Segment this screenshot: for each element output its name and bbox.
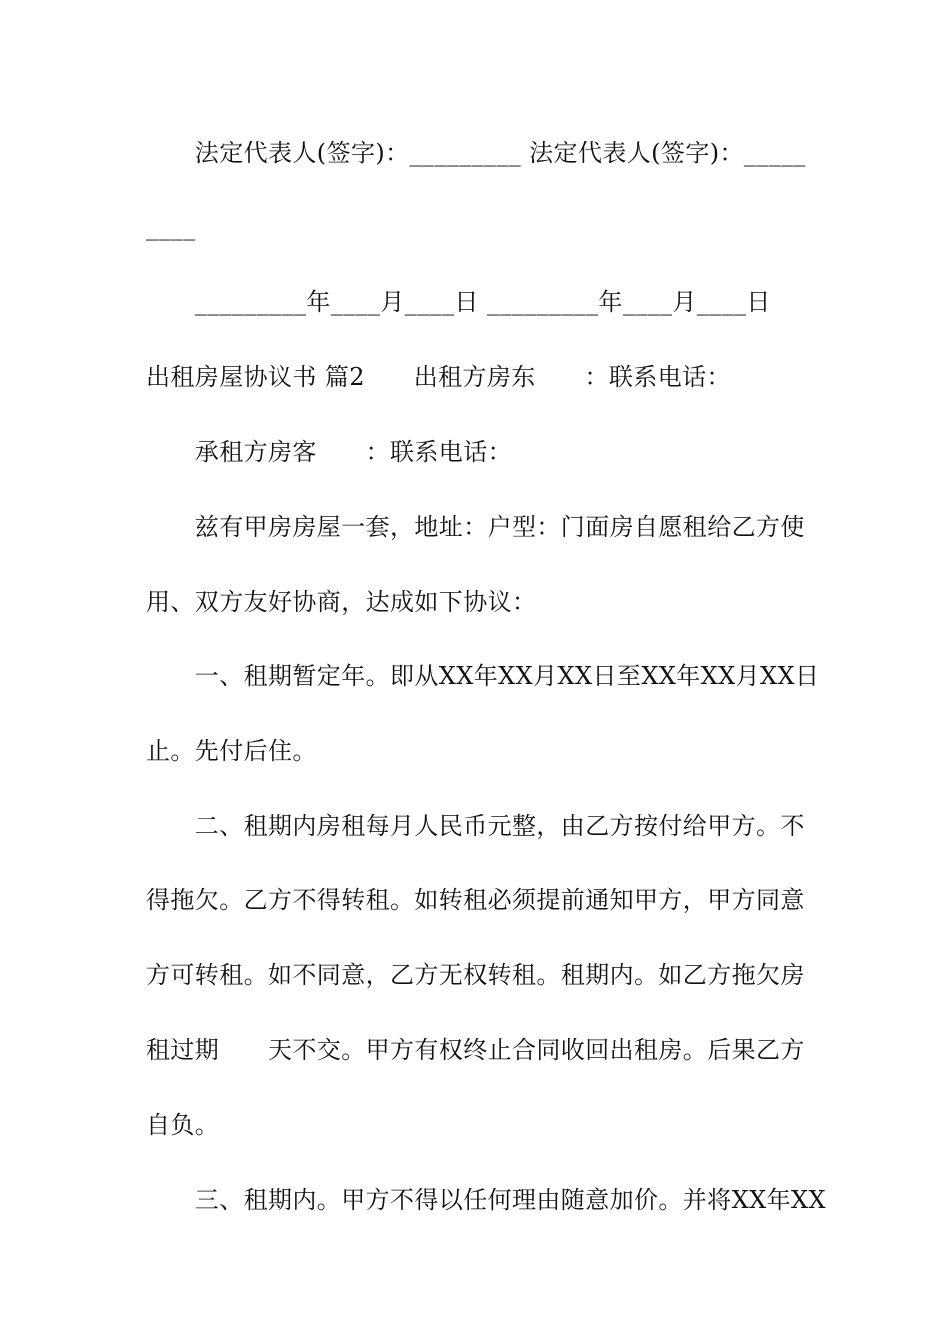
clause-2-line-3: 方可转租。如不同意，乙方无权转租。租期内。如乙方拖欠房 (146, 961, 805, 989)
clause-3-line-1: 三、租期内。甲方不得以任何理由随意加价。并将XX年XX (146, 1186, 826, 1214)
clause-2-line-2: 得拖欠。乙方不得转租。如转租必须提前通知甲方，甲方同意 (146, 886, 805, 914)
paragraph-intro-line-1: 兹有甲房房屋一套，地址：户型：门面房自愿租给乙方使 (146, 513, 805, 541)
clause-2-line-1: 二、租期内房租每月人民币元整，由乙方按付给甲方。不 (146, 812, 805, 840)
signature-line-legal-reps: 法定代表人(签字)：_________ 法定代表人(签字)：_____ (146, 139, 806, 167)
clause-2-line-4: 租过期 天不交。甲方有权终止合同收回出租房。后果乙方 (146, 1036, 805, 1064)
paragraph-intro-line-2: 用、双方友好协商，达成如下协议： (146, 588, 537, 616)
tenant-line: 承租方房客 ：联系电话： (146, 438, 512, 466)
clause-1-line-2: 止。先付后住。 (146, 737, 317, 765)
signature-line-continuation: ____ (146, 213, 196, 241)
clause-2-line-5: 自负。 (146, 1111, 220, 1139)
agreement-title-and-landlord: 出租房屋协议书 篇2 出租方房东 ：联系电话： (146, 363, 731, 391)
clause-1-line-1: 一、租期暂定年。即从XX年XX月XX日至XX年XX月XX日 (146, 662, 820, 690)
date-line: _________年____月____日 _________年____月____日 (146, 288, 771, 316)
